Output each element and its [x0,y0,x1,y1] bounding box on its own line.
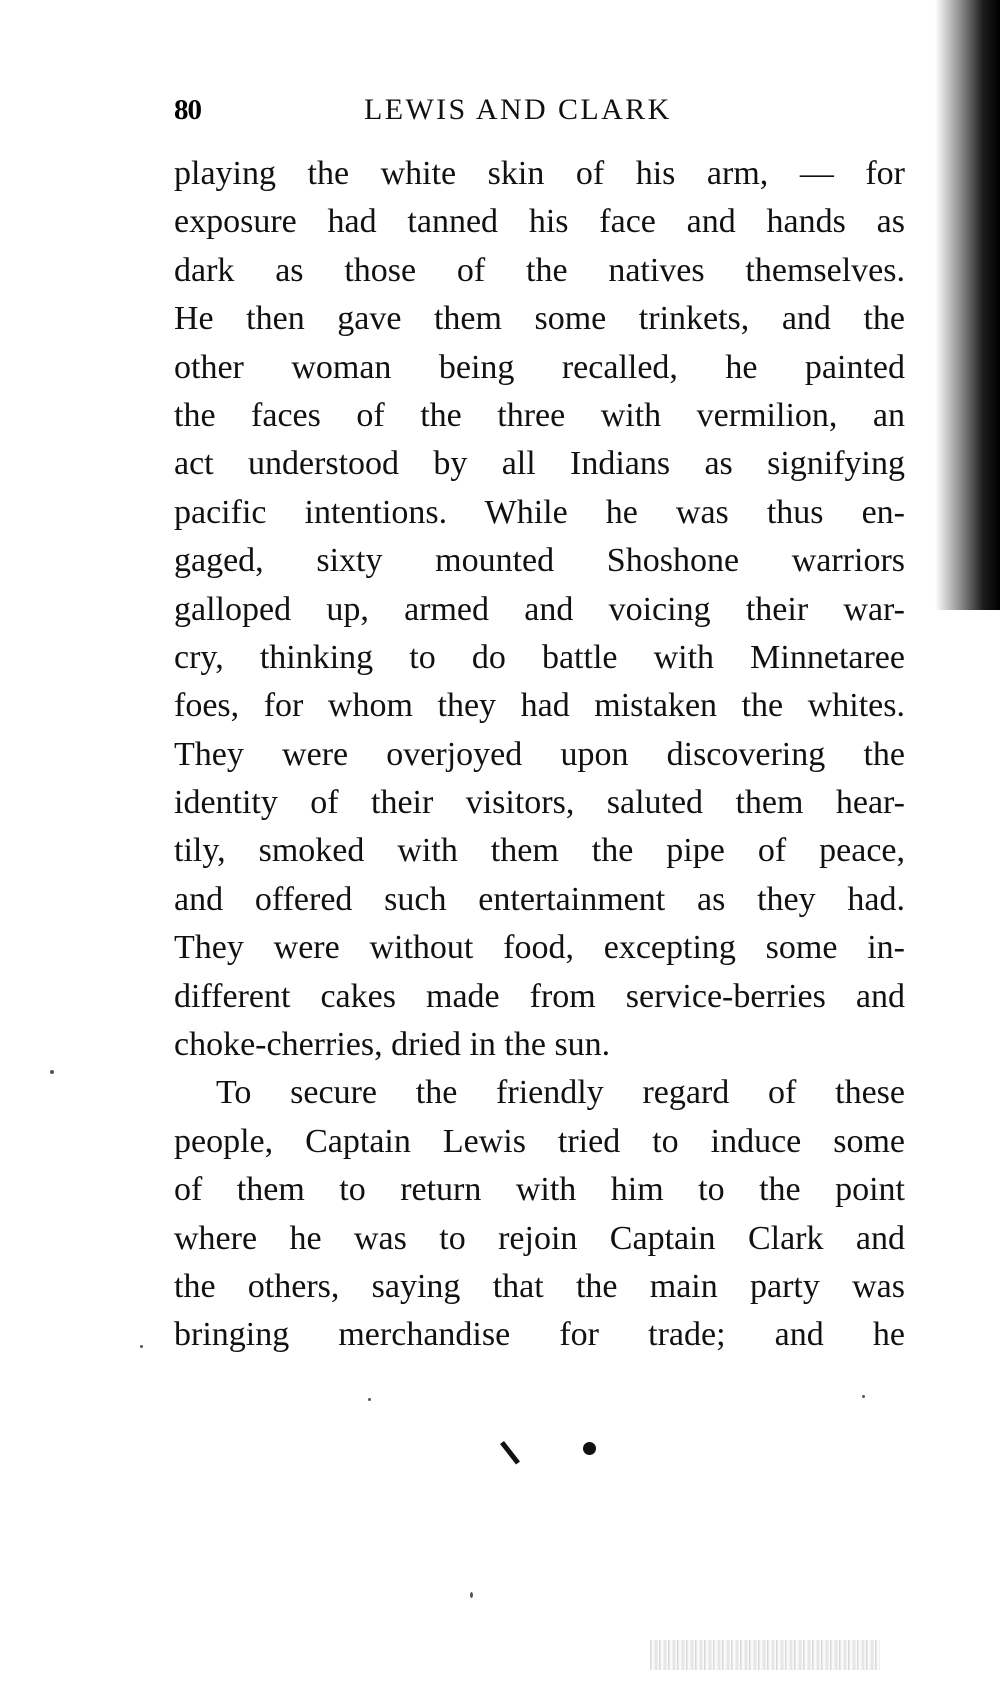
text-line: identity of their visitors, saluted them hear- [174,784,905,822]
page-number: 80 [174,94,201,126]
ink-stroke-mark [500,1441,520,1465]
text-line: dark as those of the natives themselves. [174,251,905,289]
paper-speck [862,1395,865,1398]
text-line: different cakes made from service-berries and [174,977,905,1015]
text-line: They were without food, excepting some in- [174,929,905,967]
text-line: pacific intentions. While he was thus en- [174,493,905,531]
text-line: choke-cherries, dried in the sun. [174,1026,611,1064]
running-title: LEWIS AND CLARK [364,93,672,126]
text-line: and offered such entertainment as they had. [174,880,905,918]
text-line: people, Captain Lewis tried to induce some [174,1122,905,1160]
text-line: gaged, sixty mounted Shoshone warriors [174,542,905,580]
paper-speck [470,1592,473,1598]
text-line: bringing merchandise for trade; and he [174,1316,905,1354]
text-line: other woman being recalled, he painted [174,348,905,386]
text-line: He then gave them some trinkets, and the [174,300,905,338]
page-edge-shadow [935,0,1000,610]
text-line: the faces of the three with vermilion, an [174,396,905,434]
text-line: exposure had tanned his face and hands as [174,203,905,241]
body-text [174,150,905,1360]
text-line: They were overjoyed upon discovering the [174,735,905,773]
text-line: playing the white skin of his arm, — for [174,155,905,192]
paper-speck [50,1070,54,1074]
text-line: cry, thinking to do battle with Minnetaree [174,638,905,676]
text-line: galloped up, armed and voicing their war- [174,590,905,628]
paper-speck [140,1345,143,1348]
scan-noise [650,1640,880,1670]
text-line: tily, smoked with them the pipe of peace, [174,832,905,870]
paper-speck [368,1398,371,1401]
text-line: of them to return with him to the point [174,1171,905,1209]
text-line: foes, for whom they had mistaken the whites. [174,687,905,725]
text-line: act understood by all Indians as signifying [174,445,905,483]
running-head [174,90,914,130]
text-line: where he was to rejoin Captain Clark and [174,1219,905,1257]
ink-dot-mark [583,1442,596,1455]
text-line: To secure the friendly regard of these [216,1074,905,1112]
text-line: the others, saying that the main party was [174,1267,905,1305]
